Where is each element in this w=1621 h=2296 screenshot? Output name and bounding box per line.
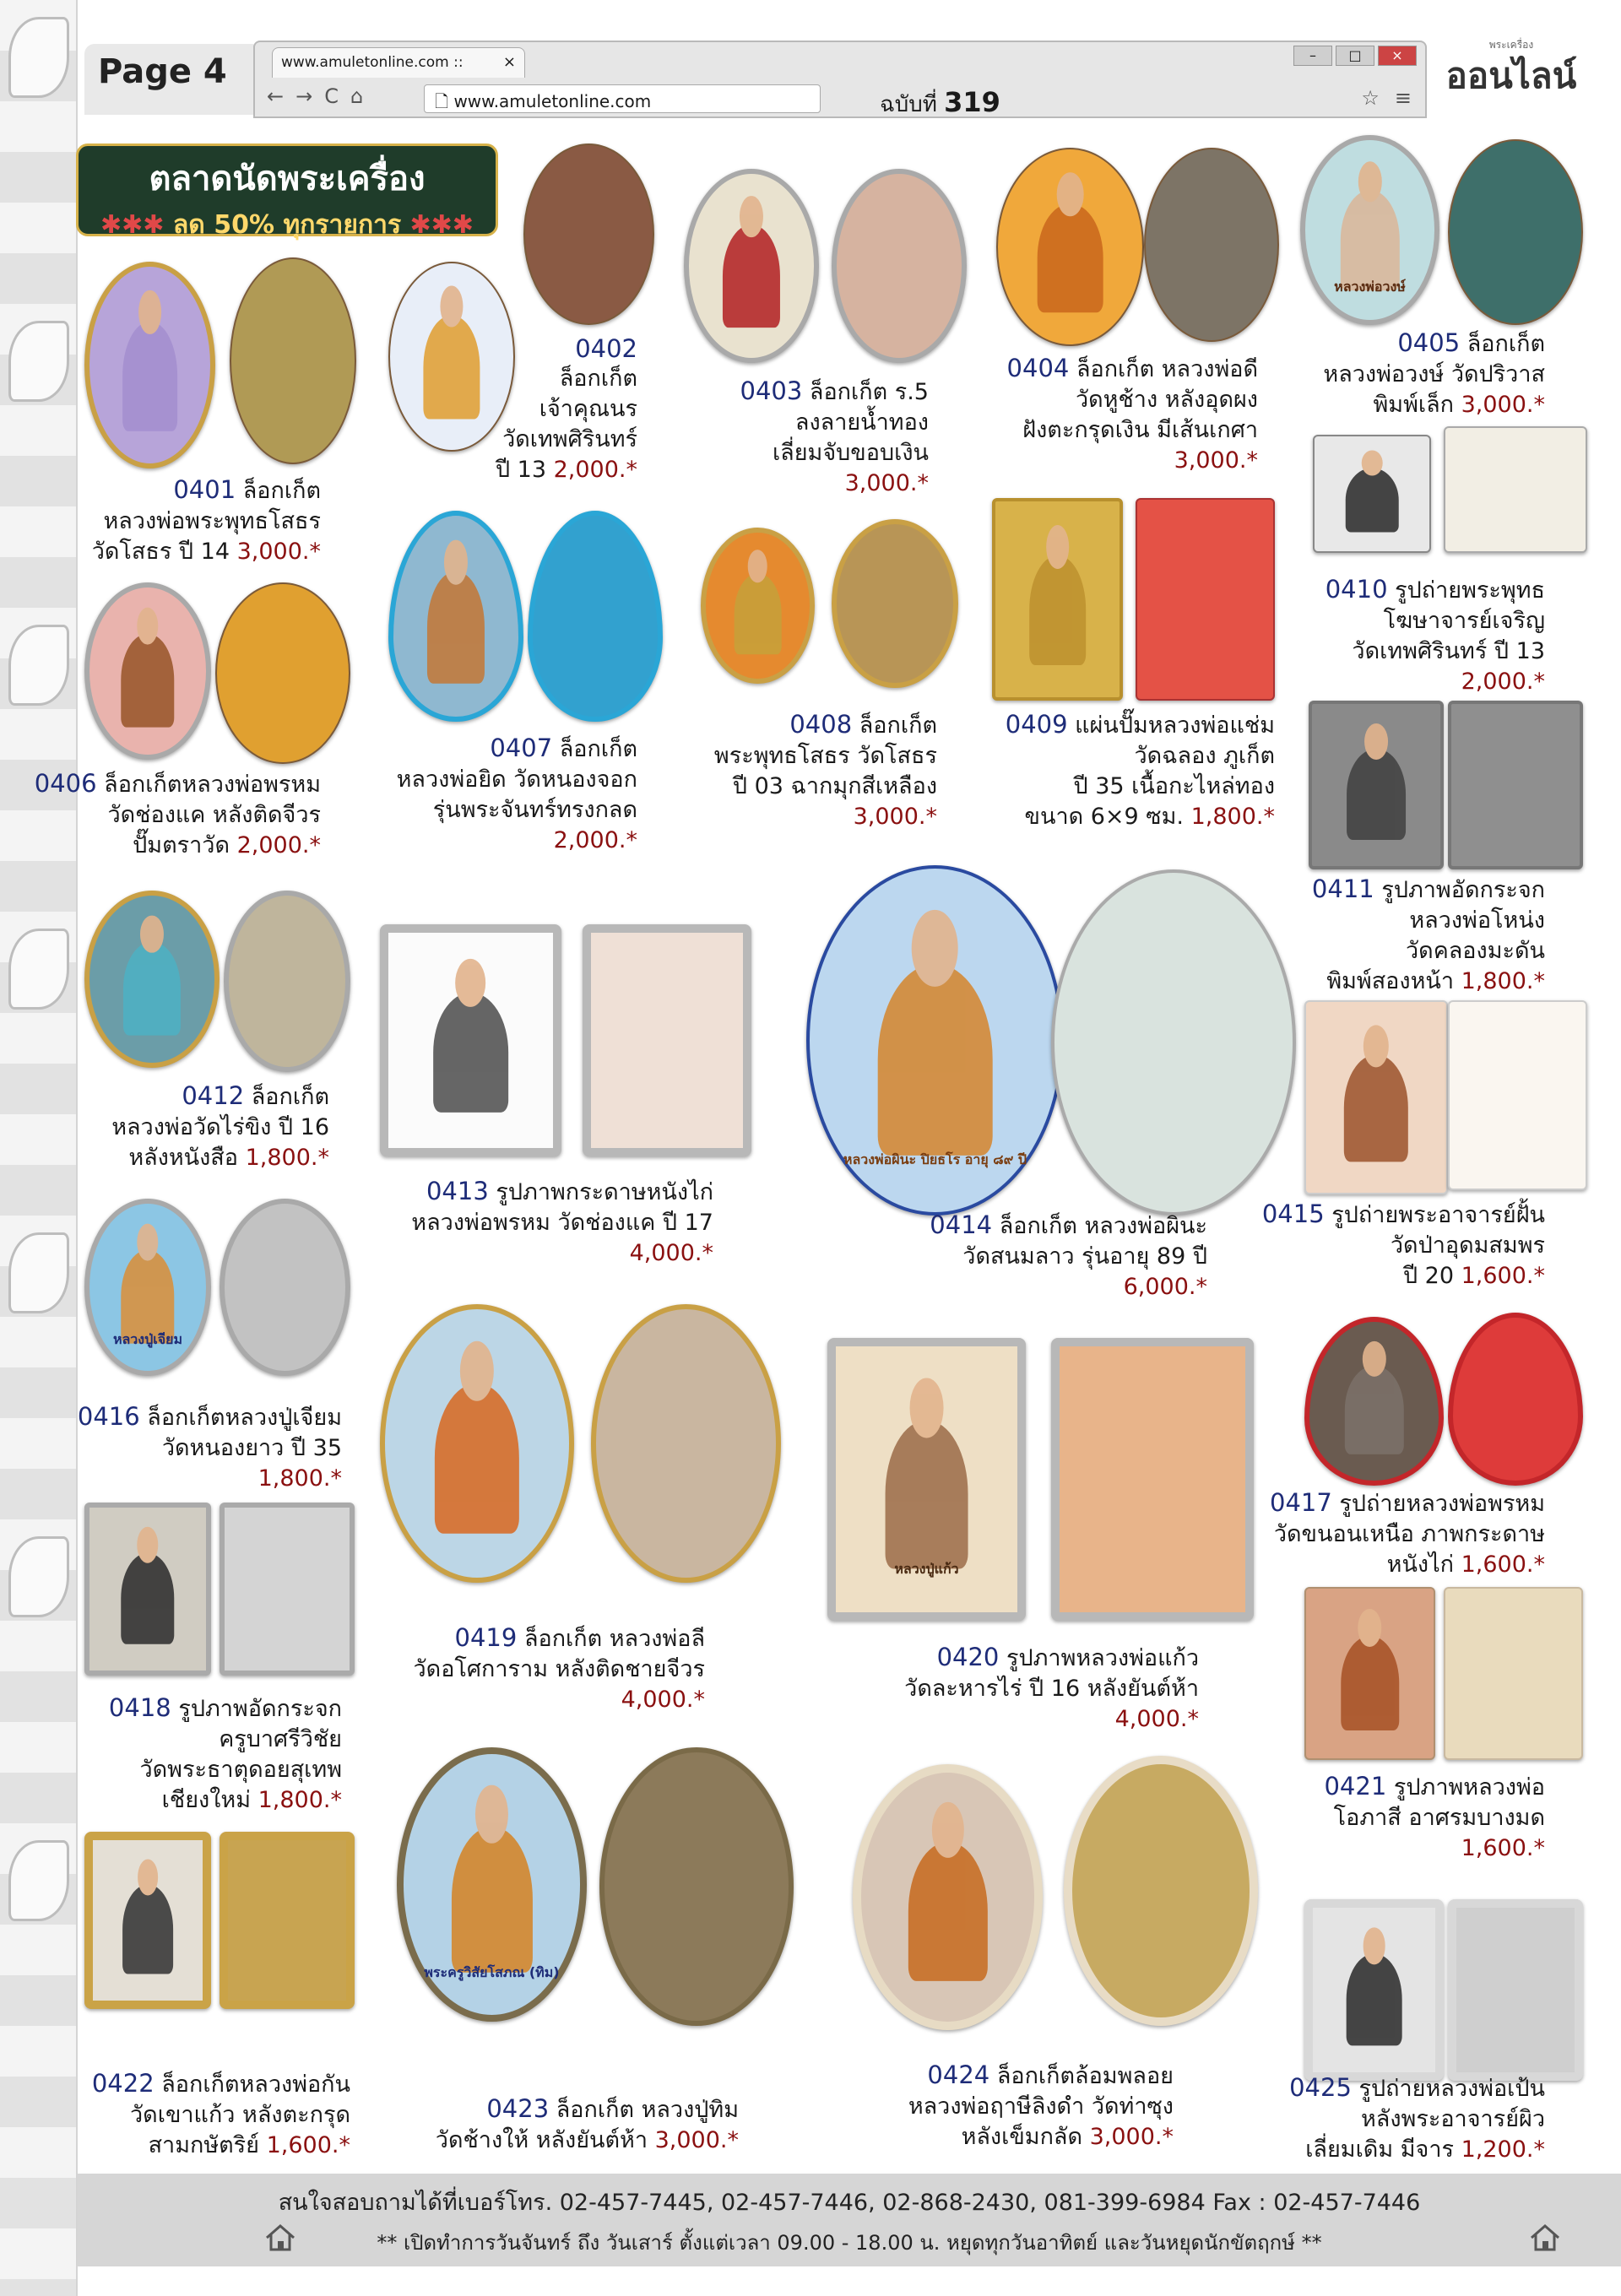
amulet-photo-back [832,169,967,363]
amulet-photo-back [1051,869,1296,1216]
amulet-photo-front [806,865,1064,1216]
promo-subtitle-row [79,205,496,245]
item-text: โฆษาจารย์เจริญ [1383,608,1545,634]
item-caption-0405 [1323,328,1545,420]
item-caption-0409 [1006,709,1275,832]
amulet-photo-front [1304,1000,1448,1194]
item-code: 0402 [575,334,637,363]
item-caption-0411 [1312,874,1545,997]
item-text: ล็อกเก็ต หลวงพ่อดี [1076,356,1258,382]
item-text: วัดเขาแก้ว หลังตะกรุด [130,2102,350,2128]
decor-flourish [8,929,69,1010]
item-text: ลงลายน้ำทอง [794,409,929,436]
amulet-photo-front [853,1764,1043,2030]
item-price: 1,800.* [258,1787,342,1813]
item-text: เจ้าคุณนร [539,396,637,422]
item-code: 0422 [91,2069,155,2098]
amulet-photo-front [996,148,1144,346]
item-text: ล็อกเก็ต หลวงปู่ทิม [556,2097,739,2123]
amulet-photo-back [1448,1899,1583,2081]
amulet-photo-front [380,924,561,1156]
item-code: 0409 [1005,710,1068,739]
window-controls [1293,46,1417,66]
item-text: ปี 35 เนื้อกะไหล่ทอง [1073,773,1275,799]
item-caption-0414 [930,1210,1207,1302]
item-text: ปี 13 [495,457,547,483]
url-text: www.amuletonline.com [453,91,652,111]
page-label: Page 4 [84,44,262,115]
item-text: หลวงพ่อวัดไร่ขิง ปี 16 [111,1114,329,1140]
item-text: สามกษัตริย์ [148,2132,260,2158]
browser-tab[interactable] [272,47,525,78]
contact-footer [78,2174,1621,2266]
item-text: วัดป่าอุดมสมพร [1390,1232,1545,1259]
item-code: 0401 [173,475,236,504]
stars-left: ✱✱✱ [100,210,165,240]
item-price: 3,000.* [1174,447,1258,474]
item-text: โอภาสี อาศรมบางมด [1333,1805,1545,1831]
item-price: 4,000.* [1114,1706,1199,1732]
item-price: 2,000.* [553,457,637,483]
amulet-photo-back [1136,498,1275,701]
item-caption-0415 [1262,1199,1545,1292]
item-text: วัดช้างให้ หลังยันต์ห้า [435,2127,648,2153]
item-text: วัดขนอนเหนือ ภาพกระดาษ [1273,1521,1545,1547]
item-price: 3,000.* [236,539,321,565]
tab-close-icon[interactable]: × [502,53,516,71]
amulet-photo-back [215,582,350,764]
item-text: รูปภาพอัดกระจก [1381,877,1545,903]
item-text: หลวงพ่อโหน่ง [1409,907,1545,934]
item-caption-0417 [1270,1487,1545,1580]
item-price: 2,000.* [236,832,321,858]
item-caption-0403 [740,376,929,499]
brand-tagline: พระเครื่อง [1488,39,1534,51]
item-text: เลี่ยมเดิม มีจาร [1305,2136,1455,2163]
item-text: ล็อกเก็ต [1466,331,1545,357]
item-text: วัดหูช้าง หลังอุดผง [1075,387,1258,413]
amulet-photo-front [84,582,211,760]
item-text: ล็อกเก็ต ร.5 [809,379,929,405]
amulet-inscription: หลวงพ่อผินะ ปิยธโร อายุ ๘๙ ปี [843,1151,1027,1168]
amulet-photo-back [1444,1587,1583,1760]
browser-right-icons [1361,86,1412,110]
amulet-photo-front [84,1832,211,2009]
item-caption-0422 [92,2068,350,2161]
nav-buttons [267,84,363,108]
item-caption-0408 [714,709,937,832]
item-text: หลวงพ่อฤาษีลิงดำ วัดท่าซุง [908,2093,1174,2120]
item-caption-0412 [111,1080,329,1173]
amulet-photo-front [84,1503,211,1676]
item-price: 3,000.* [1461,392,1545,418]
item-text: ล็อกเก็ต หลวงพ่อผินะ [999,1213,1207,1239]
item-text: ล็อกเก็ตล้อมพลอย [996,2063,1174,2089]
item-text: หนังไก่ [1386,1551,1455,1578]
issue-label: ฉบับที่ [880,92,937,117]
item-price: 3,000.* [1089,2124,1174,2150]
item-text: ล็อกเก็ต [559,366,637,392]
item-text: หลังหนังสือ [128,1145,239,1171]
promo-subtitle: ลด 50% ทุกรายการ [172,210,402,240]
item-text: หลวงพ่อวงษ์ วัดปริวาส [1323,361,1545,387]
reload-icon[interactable]: C [324,84,339,108]
item-code: 0424 [927,2060,990,2089]
item-caption-0423 [436,2093,739,2156]
item-price: 2,000.* [1461,669,1545,695]
item-text: ฝังตะกรุดเงิน มีเส้นเกศา [1022,417,1258,443]
item-text: เลี่ยมจับขอบเงิน [772,440,929,466]
amulet-photo-back [591,1304,781,1583]
item-caption-0402 [496,333,637,485]
amulet-photo-back [220,1503,355,1676]
item-text: ล็อกเก็ต [251,1084,329,1110]
item-text: วัดเทพศิรินทร์ [502,426,637,452]
item-caption-0419 [414,1622,706,1715]
item-text: หลังพระอาจารย์ผิว [1361,2106,1545,2132]
item-code: 0413 [426,1177,489,1205]
decor-flourish [8,625,69,706]
item-text: แผ่นปั๊มหลวงพ่อแช่ม [1075,712,1275,739]
item-text: รูปถ่ายหลวงพ่อพรหม [1339,1491,1545,1517]
amulet-photo-back [230,257,356,464]
item-text: ล็อกเก็ต หลวงพ่อลี [523,1626,705,1652]
item-price: 1,800.* [245,1145,329,1171]
item-text: พิมพ์สองหน้า [1326,968,1455,994]
item-text: ล็อกเก็ต [859,712,937,739]
item-code: 0421 [1324,1772,1387,1801]
amulet-photo-back [1448,1313,1583,1486]
item-code: 0404 [1006,354,1070,382]
item-price: 2,000.* [553,827,637,853]
amulet-photo-back [583,924,751,1156]
amulet-photo-front [84,1199,211,1376]
amulet-photo-front [388,511,523,722]
amulet-photo-back [1444,426,1587,553]
item-text: ล็อกเก็ต [559,736,637,762]
item-text: ล็อกเก็ตหลวงพ่อกัน [161,2071,350,2098]
amulet-photo-back [832,519,958,688]
item-caption-0410 [1326,574,1545,697]
item-caption-0424 [908,2060,1174,2152]
decorative-left-border [0,0,78,2296]
item-price: 1,800.* [258,1465,342,1492]
close-icon[interactable]: × [1378,46,1417,66]
decor-flourish [8,1536,69,1617]
item-code: 0405 [1397,328,1461,357]
item-caption-0404 [1007,353,1258,476]
amulet-photo-front [701,528,815,684]
amulet-photo-front [827,1338,1026,1621]
tab-title: www.amuletonline.com :: [281,54,464,71]
amulet-inscription: หลวงพ่อวงษ์ [1334,279,1406,295]
item-caption-0421 [1324,1771,1545,1864]
item-text: วัดเทพศิรินทร์ ปี 13 [1352,638,1545,664]
amulet-photo-front [84,891,220,1068]
amulet-photo-back [1144,148,1279,342]
menu-icon[interactable]: ≡ [1394,86,1412,110]
item-price: 4,000.* [629,1240,713,1266]
item-text: ล็อกเก็ตหลวงปู่เจียม [147,1405,342,1431]
item-code: 0418 [108,1693,171,1722]
forward-arrow-icon[interactable]: → [295,84,313,108]
amulet-photo-front [684,169,819,363]
item-code: 0411 [1311,875,1374,903]
item-code: 0425 [1289,2073,1352,2102]
amulet-inscription: หลวงปู่เจียม [112,1331,183,1348]
amulet-photo-front [380,1304,574,1583]
amulet-photo-back [1064,1756,1258,2026]
office-hours-line: ** เปิดทำการวันจันทร์ ถึง วันเสาร์ ตั้งแต่เวลา 09.00 - 18.00 น. หยุดทุกวันอาทิตย์ และวันหยุดนักขัตฤกษ์ ** [377,2231,1322,2255]
amulet-photo-front [1313,435,1431,553]
item-text: ครูบาศรีวิชัย [219,1726,342,1752]
item-code: 0406 [34,769,97,798]
item-caption-0416 [78,1401,342,1494]
item-code: 0415 [1261,1199,1325,1228]
item-code: 0417 [1270,1488,1332,1517]
item-text: พิมพ์เล็ก [1373,392,1455,418]
item-code: 0420 [936,1643,1000,1671]
page-icon: 🗋 [435,91,449,111]
item-code: 0412 [182,1081,245,1110]
brand-logo: ออนไลน์ [1445,55,1577,96]
home-icon [1528,2223,1562,2253]
item-text: รูปถ่ายพระพุทธ [1395,577,1545,604]
amulet-photo-front [397,1747,587,2022]
amulet-photo-back [1448,701,1583,869]
amulet-photo-back [224,891,350,1072]
item-price: 6,000.* [1123,1274,1207,1300]
amulet-photo-back [220,1832,355,2009]
item-code: 0414 [930,1210,993,1239]
item-code: 0423 [486,2094,550,2123]
item-text: ล็อกเก็ต [242,478,321,504]
item-caption-0413 [411,1176,713,1269]
item-price: 1,600.* [1461,1263,1545,1289]
issue-number [880,86,1000,122]
item-caption-0406 [35,768,321,861]
back-arrow-icon[interactable]: ← [267,84,285,108]
item-text: วัดหนองยาว ปี 35 [161,1435,342,1461]
amulet-photo-front [84,262,215,468]
item-price: 3,000.* [853,804,937,830]
item-price: 1,600.* [1461,1835,1545,1861]
item-price: 4,000.* [621,1687,705,1713]
item-text: วัดช่องแค หลังติดจีวร [107,802,321,828]
amulet-photo-front [1304,1899,1444,2081]
item-text: ล็อกเก็ตหลวงพ่อพรหม [104,772,321,798]
url-bar[interactable] [424,84,821,113]
item-code: 0403 [740,376,803,405]
item-text: วัดโสธร ปี 14 [91,539,230,565]
item-caption-0407 [397,733,637,856]
item-text: รูปถ่ายพระอาจารย์ฝั้น [1331,1202,1545,1228]
item-price: 1,200.* [1461,2136,1545,2163]
decor-flourish [8,321,69,402]
item-price: 1,800.* [1190,804,1275,830]
item-price: 1,600.* [266,2132,350,2158]
item-text: วัดสนมลาว รุ่นอายุ 89 ปี [962,1243,1207,1270]
decor-flourish [8,17,69,98]
amulet-photo-back [220,1199,350,1376]
item-text: รูปถ่ายหลวงพ่อเป้น [1358,2076,1545,2102]
bookmark-star-icon[interactable]: ☆ [1361,86,1380,110]
contact-phone-line: สนใจสอบถามได้ที่เบอร์โทร. 02-457-7445, 02-457-7446, 02-868-2430, 081-399-6984 Fax : 02-457-7446 [278,2190,1421,2216]
item-price: 3,000.* [844,470,929,496]
item-text: วัดพระธาตุดอยสุเทพ [139,1757,342,1783]
promo-banner [76,144,498,240]
item-price: 3,000.* [654,2127,739,2153]
item-caption-0425 [1289,2072,1545,2165]
item-text: วัดอโศการาม หลังติดชายจีวร [413,1656,705,1682]
item-text: ปี 20 [1402,1263,1455,1289]
amulet-photo-back [1448,1000,1587,1190]
item-text: รูปภาพหลวงพ่อแก้ว [1006,1645,1199,1671]
promo-title: ตลาดนัดพระเครื่อง [149,160,426,198]
item-code: 0408 [789,710,853,739]
item-text: หลวงพ่อพระพุทธโสธร [103,508,321,534]
item-code: 0416 [77,1402,140,1431]
item-text: รูปภาพหลวงพ่อ [1393,1774,1545,1801]
item-text: พระพุทธโสธร วัดโสธร [713,743,937,769]
amulet-photo-back [1051,1338,1254,1621]
amulet-photo-back [1448,139,1583,325]
amulet-inscription: หลวงปู่แก้ว [894,1561,959,1578]
decor-flourish [8,1232,69,1313]
item-caption-0401 [92,474,321,567]
item-caption-0420 [904,1642,1199,1735]
item-code: 0419 [454,1623,518,1652]
browser-frame [253,41,1427,118]
item-text: เชียงใหม่ [161,1787,252,1813]
item-text: ปี 03 ฉากมุกสีเหลือง [732,773,937,799]
minimize-icon[interactable]: – [1293,46,1332,66]
amulet-photo-front [1304,1587,1435,1760]
item-text: วัดละหารไร่ ปี 16 หลังยันต์ห้า [904,1676,1199,1702]
amulet-photo-front [1300,135,1439,325]
amulet-photo-back [599,1747,794,2026]
item-caption-0418 [109,1692,342,1816]
item-text: วัดคลองมะดัน [1406,938,1545,964]
amulet-photo-front [992,498,1123,701]
item-text: รูปภาพกระดาษหนังไก่ [496,1179,713,1205]
amulet-photo-back [528,511,663,722]
item-code: 0407 [490,734,553,762]
amulet-photo-front [1309,701,1444,869]
item-price: 1,800.* [1461,968,1545,994]
item-text: หลวงพ่อยิด วัดหนองจอก [396,766,637,793]
item-text: ปั๊มตราวัด [133,832,230,858]
amulet-inscription: พระครูวิสัยโสภณ (ทิม) [424,1963,560,1980]
amulet-photo-front [1304,1317,1444,1486]
home-icon[interactable]: ⌂ [350,84,364,108]
amulet-photo-back [523,144,654,325]
item-text: รูปภาพอัดกระจก [178,1696,342,1722]
decor-flourish [8,1840,69,1921]
item-text: วัดฉลอง ภูเก็ต [1134,743,1275,769]
item-text: ขนาด 6×9 ซม. [1024,804,1185,830]
item-text: หลวงพ่อพรหม วัดช่องแค ปี 17 [411,1210,713,1236]
issue-value: 319 [944,86,1000,118]
maximize-icon[interactable]: □ [1336,46,1374,66]
item-price: 1,600.* [1461,1551,1545,1578]
item-text: หลังเข็มกลัด [961,2124,1083,2150]
item-text: รุ่นพระจันทร์ทรงกลด [432,797,637,823]
item-code: 0410 [1325,575,1388,604]
stars-right: ✱✱✱ [409,210,474,240]
